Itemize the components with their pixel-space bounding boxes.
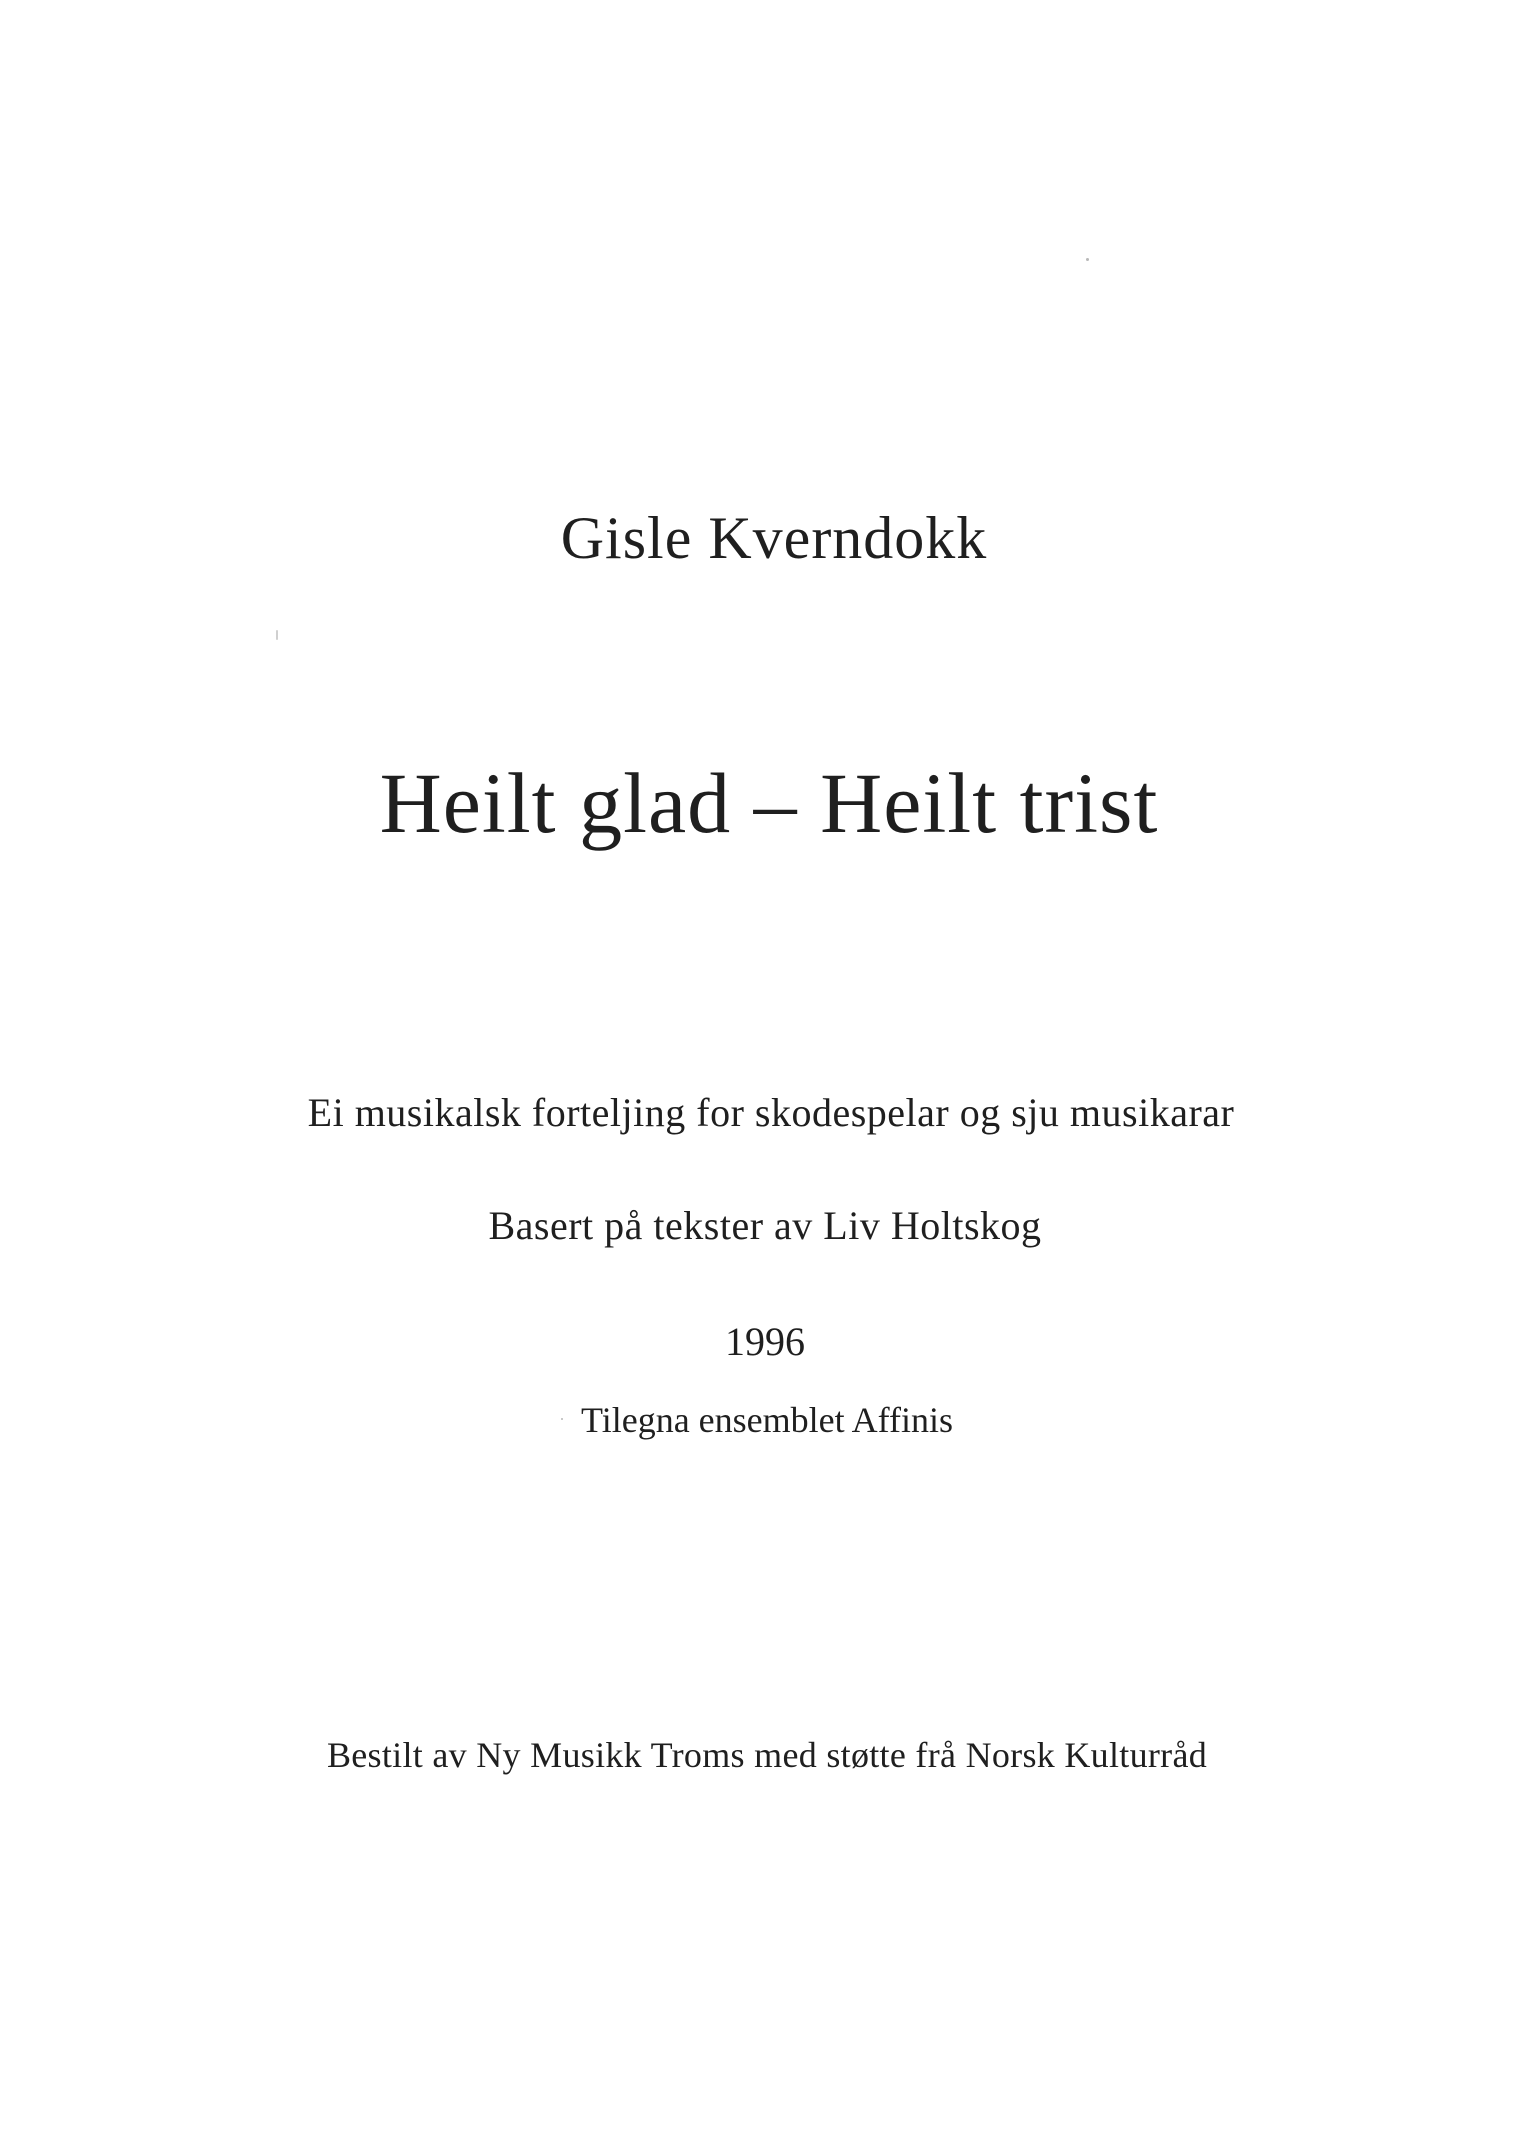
composer-name: Gisle Kverndokk	[560, 505, 988, 571]
work-subtitle: Ei musikalsk forteljing for skodespelar og sju musikarar	[307, 1090, 1235, 1135]
work-title: Heilt glad – Heilt trist	[379, 755, 1159, 851]
dedication: Tilegna ensemblet Affinis	[581, 1400, 953, 1440]
scan-speck	[276, 630, 278, 640]
composition-year: 1996	[725, 1319, 805, 1364]
text-source: Basert på tekster av Liv Holtskog	[488, 1203, 1042, 1248]
scan-speck	[561, 1418, 563, 1420]
commission-note: Bestilt av Ny Musikk Troms med støtte frå Norsk Kulturråd	[326, 1735, 1208, 1775]
scan-speck	[1086, 258, 1089, 261]
